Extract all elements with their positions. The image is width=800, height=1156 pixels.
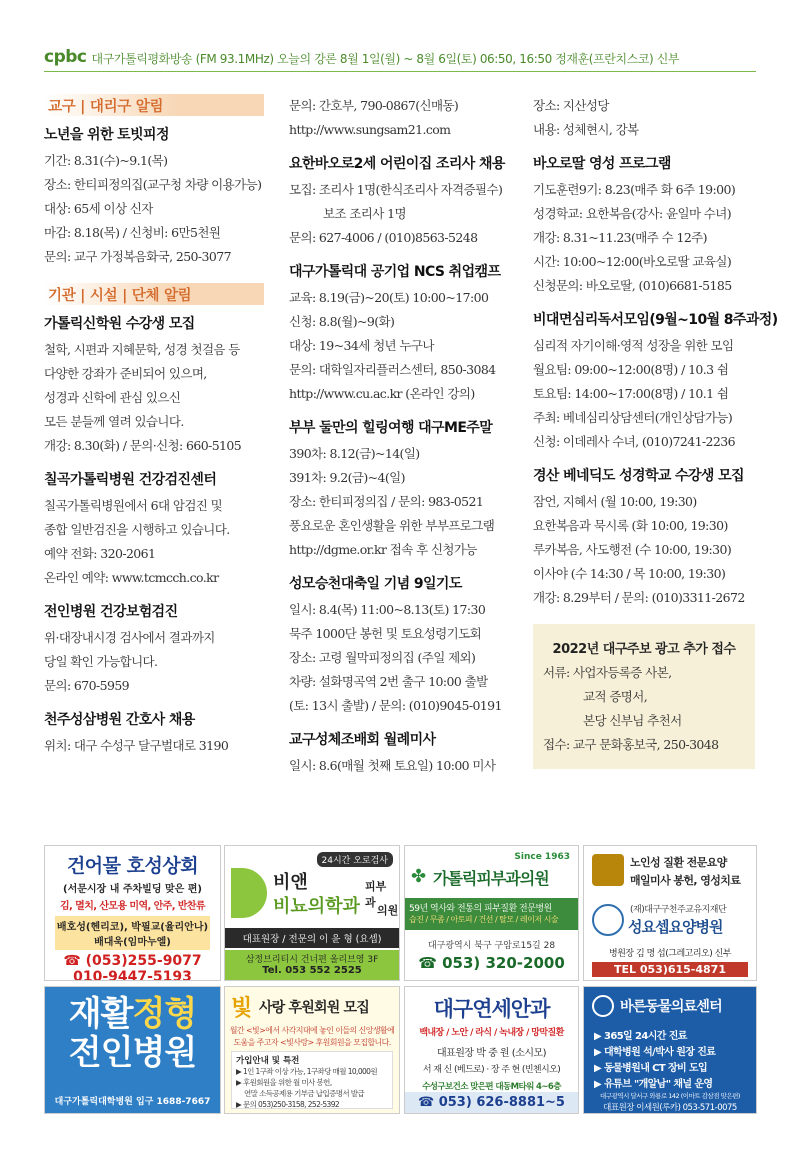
notice-line: 위치: 대구 수성구 달구벌대로 3190 (44, 738, 229, 753)
notice-line: 대상: 19~34세 청년 누구나 (289, 338, 434, 353)
header-text: 대구가톨릭평화방송 (FM 93.1MHz) 오늘의 강론 8월 1일(월) ~ 8월 6일(토) 06:50, 16:50 정재훈(프란치스코) 신부 (91, 52, 680, 66)
notice-line: 장소: 고령 월막피정의집 (주일 제외) (289, 650, 476, 665)
notice-body (289, 598, 515, 718)
notice-line: 문의: 627-4006 / (010)8563-5248 (289, 230, 478, 245)
notice-title: 가톨릭신학원 수강생 모집 (44, 316, 195, 332)
notice-line: 신청: 이데레사 수녀, (010)7241-2236 (533, 434, 735, 449)
ad-yonsei-eye (404, 986, 579, 1114)
notice-body (289, 442, 515, 562)
notice-line: 390차: 8.12(금)~14(일) (289, 446, 420, 461)
notice-title: 경산 베네딕도 성경학교 수강생 모집 (533, 468, 744, 484)
notice-line: 신청문의: 바오로딸, (010)6681-5185 (533, 278, 732, 293)
ad-line: 노인성 질환 전문요양 (630, 856, 727, 869)
notice-line: 성경과 신학에 관심 있으신 (44, 390, 181, 405)
notice-line: 모든 분들께 열려 있습니다. (44, 414, 184, 429)
section-orgs: 기관 | 시설 | 단체 알림 (44, 283, 264, 305)
ad-hosung (44, 845, 221, 981)
notice-title: 부부 둘만의 힐링여행 대구ME주말 (289, 420, 493, 436)
ad-line: 도움을 주고자 <빛사랑> 후원회원을 모집합니다. (233, 1038, 391, 1047)
notice-body (533, 94, 759, 142)
ad-address: 삼정브리티시 건너편 올리브영 3F (245, 955, 379, 965)
ad-st-joseph (583, 845, 757, 981)
notice-title: 천주성삼병원 간호사 채용 (44, 712, 195, 728)
b-logo-icon (231, 868, 267, 918)
notice-body (44, 338, 270, 458)
ad-name: 가톨릭피부과의원 (433, 869, 549, 888)
notice-line: 문의: 대학일자리플러스센터, 850-3084 (289, 362, 496, 377)
notice-line: 차량: 설화명곡역 2번 출구 10:00 출발 (289, 674, 488, 689)
ad-desc: 59년 역사와 전통의 피부질환 전문병원 (409, 904, 552, 914)
notice-line: 다양한 강좌가 준비되어 있으며, (44, 366, 207, 381)
section-diocese: 교구 | 대리구 알림 (44, 94, 264, 116)
notice-line: 풍요로운 혼인생활을 위한 부부프로그램 (289, 518, 495, 533)
ad-doctor: 대표원장 / 전문의 이 윤 형 (요셉) (225, 928, 399, 948)
notice-title: 노년을 위한 토빗피정 (44, 127, 169, 143)
ad-address: 대구광역시 북구 구암로15길 28 (427, 941, 556, 951)
notice-line: 문의: 교구 가정복음화국, 250-3077 (44, 249, 231, 264)
notice-title: 바오로딸 영성 프로그램 (533, 156, 671, 172)
ad-director: 병원장 김 명 섭(그레고리오) 신부 (609, 949, 731, 959)
notice-box-title: 2022년 대구주보 광고 추가 접수 (552, 642, 736, 657)
notice-body (289, 754, 515, 778)
ad-line: 매일미사 봉헌, 영성치료 (630, 874, 741, 887)
ad-line: 월간 <빛>에서 사각지대에 놓인 이들의 신앙생활에 (229, 1026, 395, 1035)
ad-tel: Tel. 053 552 2525 (262, 965, 362, 976)
notice-line: http://www.cu.ac.kr (온라인 강의) (289, 386, 475, 401)
award-icon (592, 854, 624, 886)
column-1 (44, 94, 270, 758)
ad-tel: ☎ 053) 320-2000 (418, 954, 565, 972)
notice-line: 잠언, 지혜서 (월 10:00, 19:30) (533, 494, 697, 509)
notice-line: 일시: 8.4(목) 11:00~8.13(토) 17:30 (289, 602, 486, 617)
notice-line: 내용: 성체현시, 강복 (533, 122, 639, 137)
notice-body (289, 94, 515, 142)
notice-line: 마감: 8.18(목) / 신청비: 6만5천원 (44, 225, 221, 240)
ad-line: 피부과 (365, 880, 387, 909)
notice-body (44, 734, 270, 758)
notice-line: 장소: 지산성당 (533, 98, 609, 113)
notice-body (533, 334, 759, 454)
notice-title: 대구가톨릭대 공기업 NCS 취업캠프 (289, 264, 501, 280)
notice-line: 예약 전화: 320-2061 (44, 546, 156, 561)
ad-title: 사랑 후원회원 모집 (259, 1000, 369, 1016)
ad-items: 김, 멸치, 산모용 미역, 안주, 반찬류 (60, 901, 205, 912)
notice-title: 요한바오로2세 어린이집 조리사 채용 (289, 156, 505, 172)
cpbc-logo: cpbc (44, 47, 87, 67)
bit-logo-icon: 빛 (231, 996, 253, 1021)
column-2 (289, 94, 515, 778)
notice-body (289, 178, 515, 202)
notice-title: 교구성체조배회 월례미사 (289, 732, 436, 748)
ad-tel: 대표원장 이세원(루카) 053-571-0075 (603, 1103, 737, 1113)
notice-line: 토요팀: 14:00~17:00(8명) / 10.1 쉼 (533, 386, 729, 401)
ad-line: 연말 소득공제용 기부금 납입증명서 발급 (244, 1089, 365, 1098)
ad-items: 백내장 / 노안 / 라식 / 녹내장 / 망막질환 (419, 1028, 564, 1038)
ad-line: ▶ 동물병원내 CT 장비 도입 (594, 1063, 708, 1074)
notice-line: 주최: 베네심리상담센터(개인상담가능) (533, 410, 733, 425)
ad-line: 비앤 (273, 872, 308, 893)
ad-doctors: 서 재 신 (베드로) · 장 주 현 (빈첸시오) (422, 1065, 561, 1075)
ad-line: 비뇨의학과 (273, 896, 360, 917)
notice-line: http://www.sungsam21.com (289, 122, 451, 137)
notice-line: 종합 일반검진을 시행하고 있습니다. (44, 522, 230, 537)
notice-line: 루카복음, 사도행전 (수 10:00, 19:30) (533, 542, 732, 557)
ad-address: 대구광역시 달서구 와룡로 142 (이마트 감삼점 맞은편) (600, 1092, 740, 1100)
notice-line: 대상: 65세 이상 신자 (44, 201, 153, 216)
notice-line: 문의: 간호부, 790-0867(신매동) (289, 98, 459, 113)
ad-line: 재활 (68, 994, 133, 1034)
notice-title: 전인병원 건강보험검진 (44, 604, 178, 620)
ad-line: 의원 (377, 904, 399, 917)
notice-body (289, 286, 515, 406)
notice-line: 391차: 9.2(금)~4(일) (289, 470, 405, 485)
notice-body (44, 149, 270, 269)
notice-line: http://dgme.or.kr 접속 후 신청가능 (289, 542, 477, 557)
notice-body (533, 178, 759, 298)
notice-line: 개강: 8.31~11.23(매주 수 12주) (533, 230, 707, 245)
notice-line: 시간: 10:00~12:00(바오로딸 교육실) (533, 254, 732, 269)
notice-line: 기간: 8.31(수)~9.1(목) (44, 153, 168, 168)
notice-line: 철학, 시편과 지혜문학, 성경 첫걸음 등 (44, 342, 240, 357)
ad-jeonin-hospital (44, 986, 221, 1114)
notice-line: 서류: 사업자등록증 사본, (543, 665, 672, 680)
ad-catholic-derm (404, 845, 579, 981)
notice-line: 온라인 예약: www.tcmcch.co.kr (44, 570, 219, 585)
ad-people: 배호성(헨리코), 박필교(율리안나) (56, 922, 209, 933)
notice-line: 교적 증명서, (583, 689, 648, 704)
ad-line: ▶ 대학병원 석/박사 원장 진료 (594, 1047, 716, 1058)
notice-line: 접수: 교구 문화홍보국, 250-3048 (543, 737, 719, 752)
notice-line: (토: 13시 출발) / 문의: (010)9045-0191 (289, 698, 502, 713)
ad-submission-box (533, 624, 755, 769)
ad-box-title: 가입안내 및 특전 (236, 1056, 300, 1066)
notice-body (44, 626, 270, 698)
notice-line: 본당 신부님 추천서 (583, 713, 682, 728)
column-3 (533, 94, 778, 769)
ad-bnurology (224, 845, 400, 981)
notice-line: 묵주 1000단 봉헌 및 토요성령기도회 (289, 626, 482, 641)
ad-name: 바른동물의료센터 (620, 999, 722, 1015)
leaf-icon: ✤ (411, 866, 427, 887)
ad-line: ▶ 문의 053)250-3158, 252-5392 (236, 1100, 340, 1109)
notice-line: 장소: 한티피정의집 / 문의: 983-0521 (289, 494, 484, 509)
ad-line: ▶ 유튜브 "개알남" 채널 운영 (594, 1079, 713, 1090)
notice-title: 성모승천대축일 기념 9일기도 (289, 576, 462, 592)
ad-name: 성요셉요양병원 (628, 918, 723, 936)
paw-logo-icon (592, 995, 614, 1017)
notice-line: 성경학교: 요한복음(강사: 윤일마 수녀) (533, 206, 732, 221)
ad-since: Since 1963 (514, 852, 570, 862)
hospital-logo-icon (592, 904, 624, 936)
ad-line: ▶ 후원회원을 위한 월 미사 봉헌, (236, 1078, 332, 1087)
notice-line: 칠곡가톨릭병원에서 6대 암검진 및 (44, 498, 223, 513)
ad-tel: ☎ (053)255-9077 (63, 953, 202, 969)
notice-line: 보조 조리사 1명 (323, 206, 406, 221)
notice-body (289, 226, 515, 250)
notice-line: 이사야 (수 14:30 / 목 10:00, 19:30) (533, 566, 726, 581)
page-header (44, 44, 756, 72)
ad-address: 수성구보건소 맞은편 대동M타워 4~6층 (422, 1082, 561, 1092)
ad-corp: (재)대구구천주교유지재단 (630, 905, 727, 915)
notice-line: 신청: 8.8(월)~9(화) (289, 314, 395, 329)
ad-sub: (서문시장 내 주차빌딩 맞은 편) (63, 884, 202, 895)
notice-line: 교육: 8.19(금)~20(토) 10:00~17:00 (289, 290, 489, 305)
ad-name: 전인병원 (68, 1033, 197, 1073)
notice-line: 요한복음과 묵시록 (화 10:00, 19:30) (533, 518, 728, 533)
notice-body (533, 490, 759, 610)
notice-line: 모집: 조리사 1명(한식조리사 자격증필수) (289, 182, 503, 197)
notice-line: 위·대장내시경 검사에서 결과까지 (44, 630, 215, 645)
notice-line: 월요팀: 09:00~12:00(8명) / 10.3 쉼 (533, 362, 729, 377)
ad-tel: 010-9447-5193 (73, 969, 192, 981)
notice-line: 심리적 자기이해·영적 성장을 위한 모임 (533, 338, 734, 353)
ad-name: 건어물 호성상회 (66, 855, 199, 877)
notice-body (44, 494, 270, 590)
notice-line: 문의: 670-5959 (44, 678, 130, 693)
ad-bareun-animal (583, 986, 757, 1114)
ad-line: 정형 (132, 994, 197, 1034)
ad-people: 배대욱(임마누엘) (94, 937, 171, 948)
ad-bit-sponsor (224, 986, 400, 1114)
notice-line: 기도훈련9기: 8.23(매주 화 6주 19:00) (533, 182, 736, 197)
notice-line: 개강: 8.29부터 / 문의: (010)3311-2672 (533, 590, 745, 605)
notice-line: 당일 확인 가능합니다. (44, 654, 158, 669)
ad-line: ▶ 365일 24시간 진료 (594, 1031, 687, 1042)
notice-line: 개강: 8.30(화) / 문의·신청: 660-5105 (44, 438, 242, 453)
notice-title: 칠곡가톨릭병원 건강검진센터 (44, 472, 217, 488)
ad-line: ▶ 1인 1구좌 이상 가능, 1구좌당 매월 10,000원 (236, 1067, 377, 1076)
ad-tel: ☎ 053) 626-8881~5 (405, 1092, 578, 1113)
ad-items: 습진 / 무좀 / 아토피 / 건선 / 탈모 / 레이저 시술 (409, 915, 559, 924)
notice-line: 장소: 한티피정의집(교구청 차량 이용가능) (44, 177, 262, 192)
notice-title: 비대면심리독서모임(9월~10월 8주과정) (533, 312, 778, 328)
ad-director: 대표원장 박 중 원 (소시모) (436, 1048, 547, 1059)
ad-footer: 대구가톨릭대학병원 입구 1688-7667 (54, 1097, 211, 1107)
notice-line: 일시: 8.6(매월 첫째 토요일) 10:00 미사 (289, 758, 496, 773)
ad-name: 대구연세안과 (433, 997, 550, 1021)
ad-tel: TEL 053)615-4871 (592, 962, 748, 977)
ad-badge: 24시간 오로검사 (317, 852, 393, 867)
